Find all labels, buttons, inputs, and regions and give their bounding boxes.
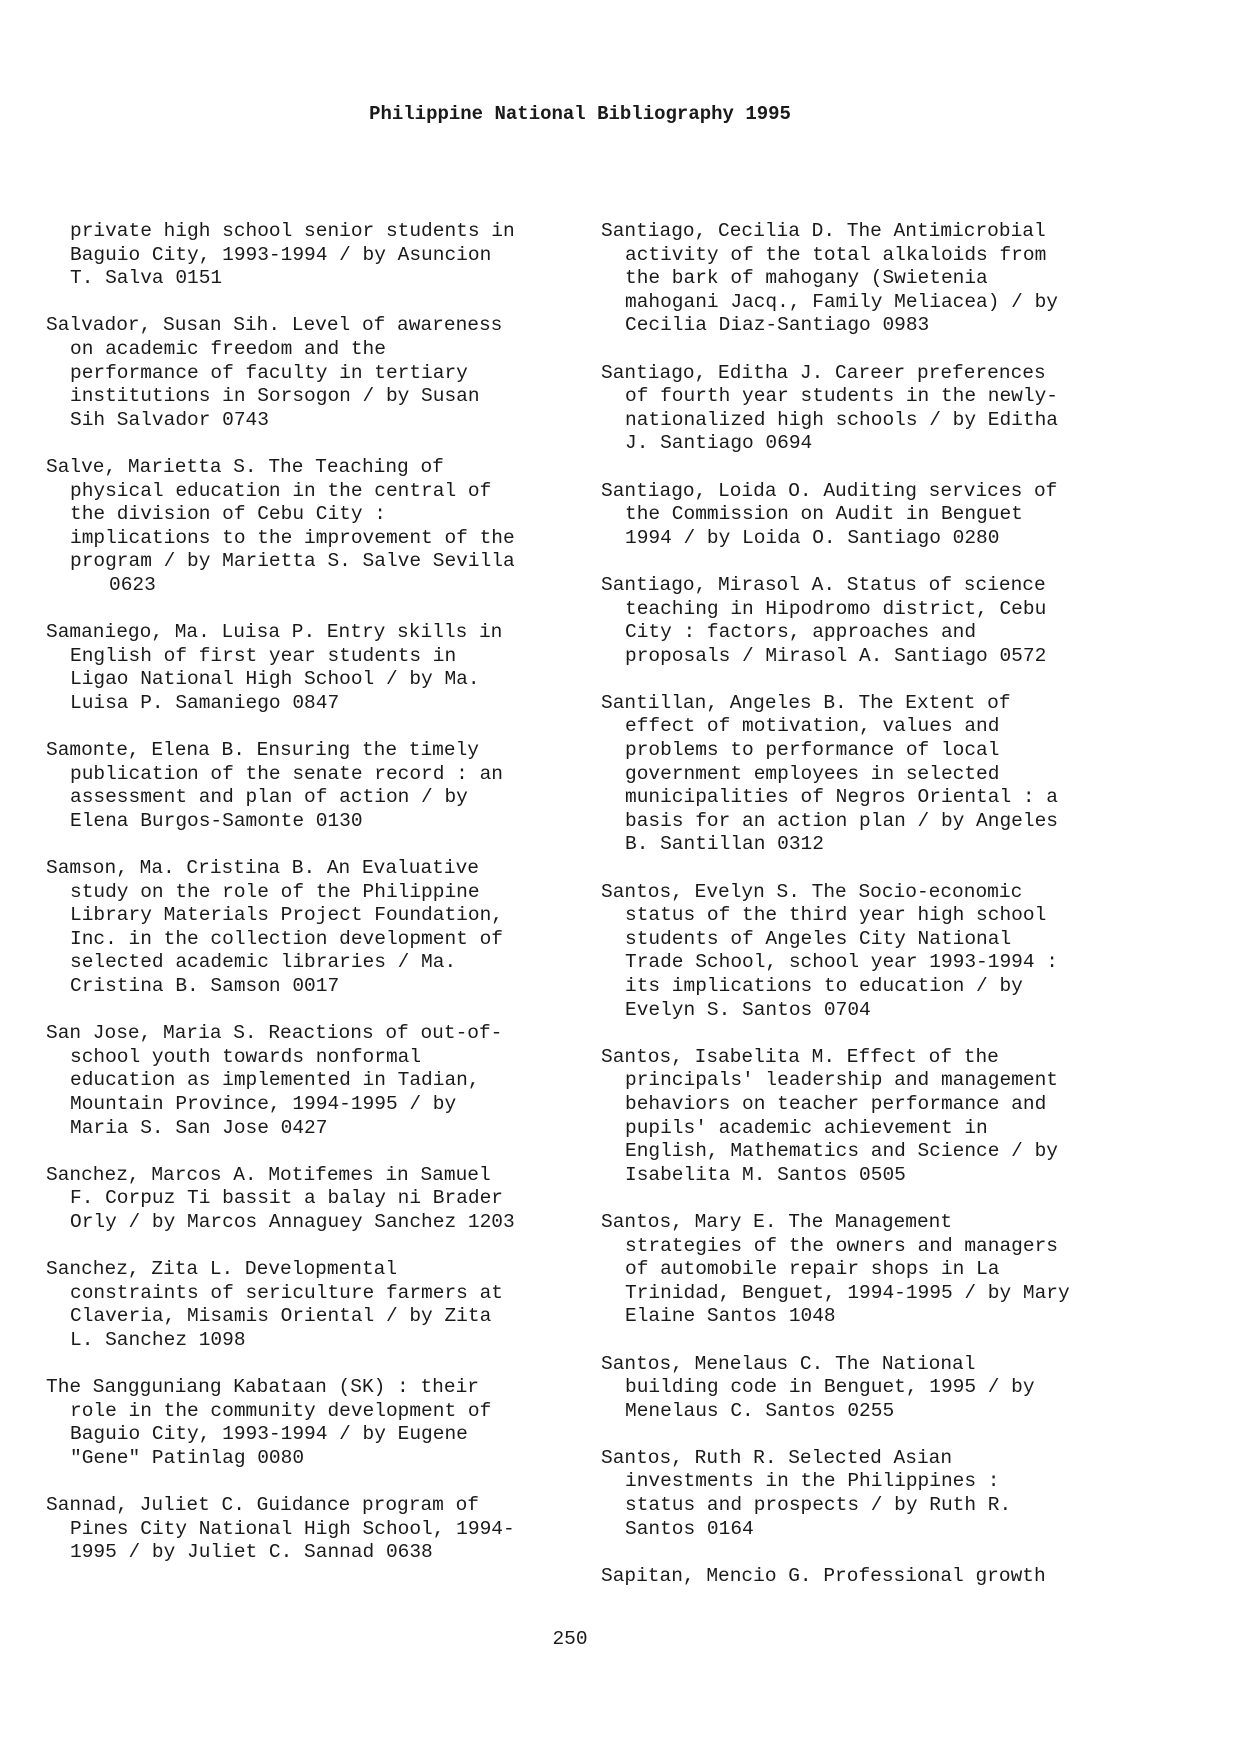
entry-line: Santiago, Cecilia D. The Antimicrobial [601, 220, 1046, 242]
entry-line: Ligao National High School / by Ma. [70, 668, 480, 691]
entry-line: 1994 / by Loida O. Santiago 0280 [625, 526, 1000, 549]
entry-line: Pines City National High School, 1994- [70, 1517, 515, 1540]
entry-line: Sih Salvador 0743 [70, 408, 269, 431]
bibliography-entry [601, 881, 1141, 1023]
entry-line: problems to performance of local [625, 739, 1000, 762]
bibliography-entry [601, 480, 1141, 551]
entry-line: English, Mathematics and Science / by [625, 1140, 1058, 1163]
bibliography-entry [601, 1353, 1141, 1424]
entry-line: behaviors on teacher performance and [625, 1092, 1047, 1115]
entry-line: Trade School, school year 1993-1994 : [625, 951, 1058, 974]
entry-line: its implications to education / by [625, 975, 1023, 997]
entry-line: of fourth year students in the newly- [625, 385, 1058, 408]
left-column [46, 220, 566, 1588]
entry-line: "Gene" Patinlag 0080 [70, 1446, 305, 1469]
entry-line: 1995 / by Juliet C. Sannad 0638 [70, 1541, 433, 1564]
entry-line: the bark of mahogany (Swietenia [625, 267, 988, 290]
entry-line: Samonte, Elena B. Ensuring the timely [46, 739, 479, 762]
page-number: 250 [552, 1628, 588, 1650]
entry-line: Baguio City, 1993-1994 / by Asuncion [70, 243, 492, 266]
entry-line: Santos, Mary E. The Management [601, 1210, 953, 1233]
bibliography-entry [46, 1164, 566, 1235]
entry-line: Santos, Menelaus C. The National [601, 1352, 976, 1375]
bibliography-entry [46, 456, 566, 598]
entry-line: Santillan, Angeles B. The Extent of [601, 691, 1011, 714]
entry-line: Inc. in the collection development of [70, 927, 503, 950]
entry-line: Samaniego, Ma. Luisa P. Entry skills in [46, 621, 503, 644]
entry-line: City : factors, approaches and [625, 621, 977, 644]
bibliography-entry [46, 739, 566, 833]
entry-line: study on the role of the Philippine [70, 880, 480, 903]
bibliography-entry [46, 1022, 566, 1140]
entry-line: Elaine Santos 1048 [625, 1305, 836, 1328]
entry-line: education as implemented in Tadian, [70, 1069, 480, 1092]
entry-line: teaching in Hipodromo district, Cebu [625, 597, 1047, 620]
entry-line: Library Materials Project Foundation, [70, 904, 503, 927]
entry-line: Santos 0164 [625, 1517, 754, 1540]
bibliography-entry [46, 857, 566, 999]
bibliography-entry [601, 1211, 1141, 1329]
entry-line: Orly / by Marcos Annaguey Sanchez 1203 [70, 1210, 515, 1233]
entry-line: Luisa P. Samaniego 0847 [70, 691, 340, 714]
entry-line: Cecilia Diaz-Santiago 0983 [625, 314, 930, 337]
entry-line: B. Santillan 0312 [625, 833, 824, 856]
entry-line: L. Sanchez 1098 [70, 1328, 246, 1351]
entry-line: effect of motivation, values and [625, 715, 1000, 738]
entry-line: program / by Marietta S. Salve Sevilla [70, 550, 515, 573]
entry-line: Trinidad, Benguet, 1994-1995 / by Mary [625, 1281, 1070, 1304]
entry-line: implications to the improvement of the [70, 526, 515, 549]
entry-line: Sanchez, Marcos A. Motifemes in Samuel [46, 1163, 491, 1186]
entry-line: private high school senior students in [70, 220, 515, 242]
entry-line: municipalities of Negros Oriental : a [625, 786, 1058, 809]
entry-line: institutions in Sorsogon / by Susan [70, 385, 480, 408]
entry-line: Santos, Evelyn S. The Socio-economic [601, 880, 1023, 903]
entry-line: assessment and plan of action / by [70, 786, 468, 809]
entry-line: Sapitan, Mencio G. Professional growth [601, 1564, 1046, 1587]
entry-line: activity of the total alkaloids from [625, 243, 1047, 266]
bibliography-entry [601, 692, 1141, 857]
entry-line: Santiago, Loida O. Auditing services of [601, 479, 1058, 502]
entry-line: constraints of sericulture farmers at [70, 1281, 503, 1304]
entry-line: basis for an action plan / by Angeles [625, 809, 1058, 832]
entry-line: physical education in the central of [70, 479, 492, 502]
entry-line: Claveria, Misamis Oriental / by Zita [70, 1305, 492, 1328]
entry-line: the division of Cebu City : [70, 503, 386, 526]
entry-line: status of the third year high school [625, 904, 1047, 927]
bibliography-entry [601, 1565, 1141, 1589]
entry-line: 0623 [109, 573, 156, 596]
entry-line: J. Santiago 0694 [625, 432, 813, 455]
entry-line: Salve, Marietta S. The Teaching of [46, 455, 444, 478]
entry-line: status and prospects / by Ruth R. [625, 1494, 1012, 1517]
entry-line: Santos, Isabelita M. Effect of the [601, 1045, 999, 1068]
entry-line: Samson, Ma. Cristina B. An Evaluative [46, 857, 479, 880]
entry-line: Maria S. San Jose 0427 [70, 1116, 328, 1139]
entry-line: school youth towards nonformal [70, 1045, 422, 1068]
entry-line: strategies of the owners and managers [625, 1234, 1058, 1257]
bibliography-entry [46, 1258, 566, 1352]
bibliography-entry [601, 1046, 1141, 1188]
bibliography-entry [46, 220, 566, 291]
entry-line: mahogani Jacq., Family Meliacea) / by [625, 290, 1058, 313]
entry-line: Sannad, Juliet C. Guidance program of [46, 1494, 479, 1517]
entry-line: investments in the Philippines : [625, 1470, 1000, 1493]
entry-line: Mountain Province, 1994-1995 / by [70, 1092, 457, 1115]
entry-line: performance of faculty in tertiary [70, 361, 468, 384]
entry-line: Baguio City, 1993-1994 / by Eugene [70, 1423, 468, 1446]
entry-line: Isabelita M. Santos 0505 [625, 1163, 906, 1186]
right-column [601, 220, 1141, 1612]
entry-line: students of Angeles City National [625, 927, 1012, 950]
entry-line: on academic freedom and the [70, 337, 386, 360]
bibliography-entry [601, 220, 1141, 338]
bibliography-entry [46, 1494, 566, 1565]
entry-line: Santiago, Mirasol A. Status of science [601, 573, 1046, 596]
bibliography-entry [601, 1447, 1141, 1541]
entry-line: Menelaus C. Santos 0255 [625, 1399, 895, 1422]
entry-line: the Commission on Audit in Benguet [625, 503, 1023, 526]
entry-line: pupils' academic achievement in [625, 1116, 988, 1139]
bibliography-entry [46, 621, 566, 715]
entry-line: role in the community development of [70, 1399, 492, 1422]
entry-line: nationalized high schools / by Editha [625, 408, 1058, 431]
entry-line: T. Salva 0151 [70, 267, 223, 290]
entry-line: government employees in selected [625, 762, 1000, 785]
bibliography-entry [601, 362, 1141, 456]
bibliography-entry [46, 1376, 566, 1470]
entry-line: English of first year students in [70, 644, 457, 667]
entry-line: F. Corpuz Ti bassit a balay ni Brader [70, 1187, 503, 1210]
entry-line: San Jose, Maria S. Reactions of out-of- [46, 1022, 503, 1045]
entry-line: building code in Benguet, 1995 / by [625, 1376, 1035, 1399]
entry-line: Salvador, Susan Sih. Level of awareness [46, 314, 503, 337]
entry-line: proposals / Mirasol A. Santiago 0572 [625, 644, 1047, 667]
bibliography-entry [46, 314, 566, 432]
entry-line: selected academic libraries / Ma. [70, 951, 457, 974]
entry-line: principals' leadership and management [625, 1069, 1058, 1092]
page-title: Philippine National Bibliography 1995 [369, 103, 791, 125]
entry-line: Santos, Ruth R. Selected Asian [601, 1446, 953, 1469]
entry-line: Cristina B. Samson 0017 [70, 975, 340, 997]
entry-line: publication of the senate record : an [70, 762, 503, 785]
entry-line: The Sangguniang Kabataan (SK) : their [46, 1376, 479, 1399]
entry-line: of automobile repair shops in La [625, 1258, 1000, 1281]
bibliography-entry [601, 574, 1141, 668]
entry-line: Santiago, Editha J. Career preferences [601, 361, 1046, 384]
entry-line: Evelyn S. Santos 0704 [625, 998, 871, 1021]
entry-line: Elena Burgos-Samonte 0130 [70, 809, 363, 832]
entry-line: Sanchez, Zita L. Developmental [46, 1258, 398, 1281]
